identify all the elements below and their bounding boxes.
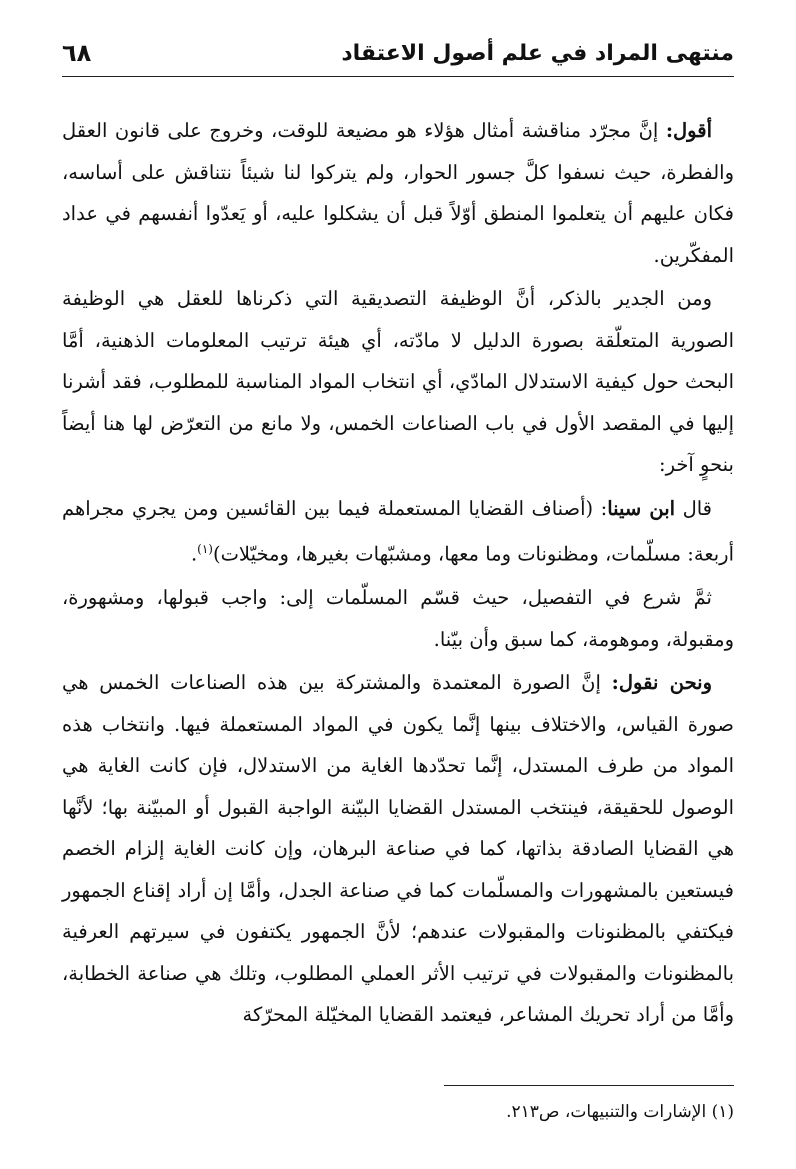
paragraph-5 <box>62 662 734 1036</box>
paragraph-text: إنَّ مجرّد مناقشة أمثال هؤلاء هو مضيعة للوقت، وخروج على قانون العقل والفطرة، حيث نسفوا كلَّ جسور الحوار، ولم يتركوا لنا شيئاً نتناقش على أساسه، فكان عليهم أن يتعلموا المنطق أوّلاً قبل أن يشكلوا عليه، أو يَعدّوا أنفسهم في عداد المفكّرين. <box>62 119 734 267</box>
paragraph-lead: أقول: <box>665 119 712 142</box>
paragraph-3 <box>62 488 734 576</box>
page-header <box>62 30 734 77</box>
quotation-text: : (أصناف القضايا المستعملة فيما بين القائسين ومن يجري مجراهم أربعة: مسلّمات، ومظنونات وما معها، ومشبّهات بغيرها، ومخيّلات) <box>62 496 734 566</box>
paragraph-text: قال <box>675 496 713 520</box>
page-number: ٦٨ <box>62 39 92 67</box>
paragraph-text: إنَّ الصورة المعتمدة والمشتركة بين هذه الصناعات الخمس هي صورة القياس، والاختلاف بينها إنَّما يكون في المواد المستعملة فيها. وانتخاب هذه المواد من طرف المستدل، إنَّما تحدّدها الغاية من الاستدلال، فإن كانت الغاية هي الوصول للحقيقة، فينتخب المستدل القضايا البيّنة الواجبة القبول أو المبيّنة بها؛ لأنَّها هي القضايا الصادقة بذاتها، كما في صناعة البرهان، وإن كانت الغاية إلزام الخصم فيستعين بالمشهورات والمسلّمات كما في صناعة الجدل، وأمَّا إن أراد إقناع الجمهور فيكتفي بالمظنونات والمقبولات عندهم؛ لأنَّ الجمهور يكتفون في سيرتهم العرفية بالمظنونات والمقبولات في ترتيب الأثر العملي المطلوب، وتلك هي صناعة الخطابة، وأمَّا من أراد تحريك المشاعر، فيعتمد القضايا المخيّلة المحرّكة <box>62 671 734 1026</box>
paragraph-1 <box>62 110 734 276</box>
paragraph-lead: ونحن نقول: <box>611 671 713 694</box>
footnote: (١) الإشارات والتنبيهات، ص٢١٣. <box>506 1102 734 1122</box>
cited-author: ابن سينا <box>607 496 676 520</box>
paragraph-end: . <box>190 542 198 566</box>
footnote-divider <box>444 1085 734 1086</box>
paragraph-text: ومن الجدير بالذكر، أنَّ الوظيفة التصديقية التي ذكرناها للعقل هي الوظيفة الصورية المتعلّقة بصورة الدليل لا مادّته، أي هيئة ترتيب المعلومات الذهنية، أمَّا البحث حول كيفية الاستدلال المادّي، أي انتخاب المواد المناسبة للمطلوب، فقد أشرنا إليها في المقصد الأول في باب الصناعات الخمس، ولا مانع من التعرّض لها هنا أيضاً بنحوٍ آخر: <box>62 287 734 476</box>
paragraph-4 <box>62 577 734 660</box>
footnote-reference[interactable]: (١) <box>197 542 213 556</box>
running-title: منتهى المراد في علم أصول الاعتقاد <box>341 40 734 66</box>
paragraph-text: ثمَّ شرع في التفصيل، حيث قسّم المسلّمات إلى: واجب قبولها، ومشهورة، ومقبولة، وموهومة، كما سبق وأن بيّنا. <box>62 586 734 651</box>
main-text <box>62 110 734 1038</box>
paragraph-2 <box>62 278 734 486</box>
